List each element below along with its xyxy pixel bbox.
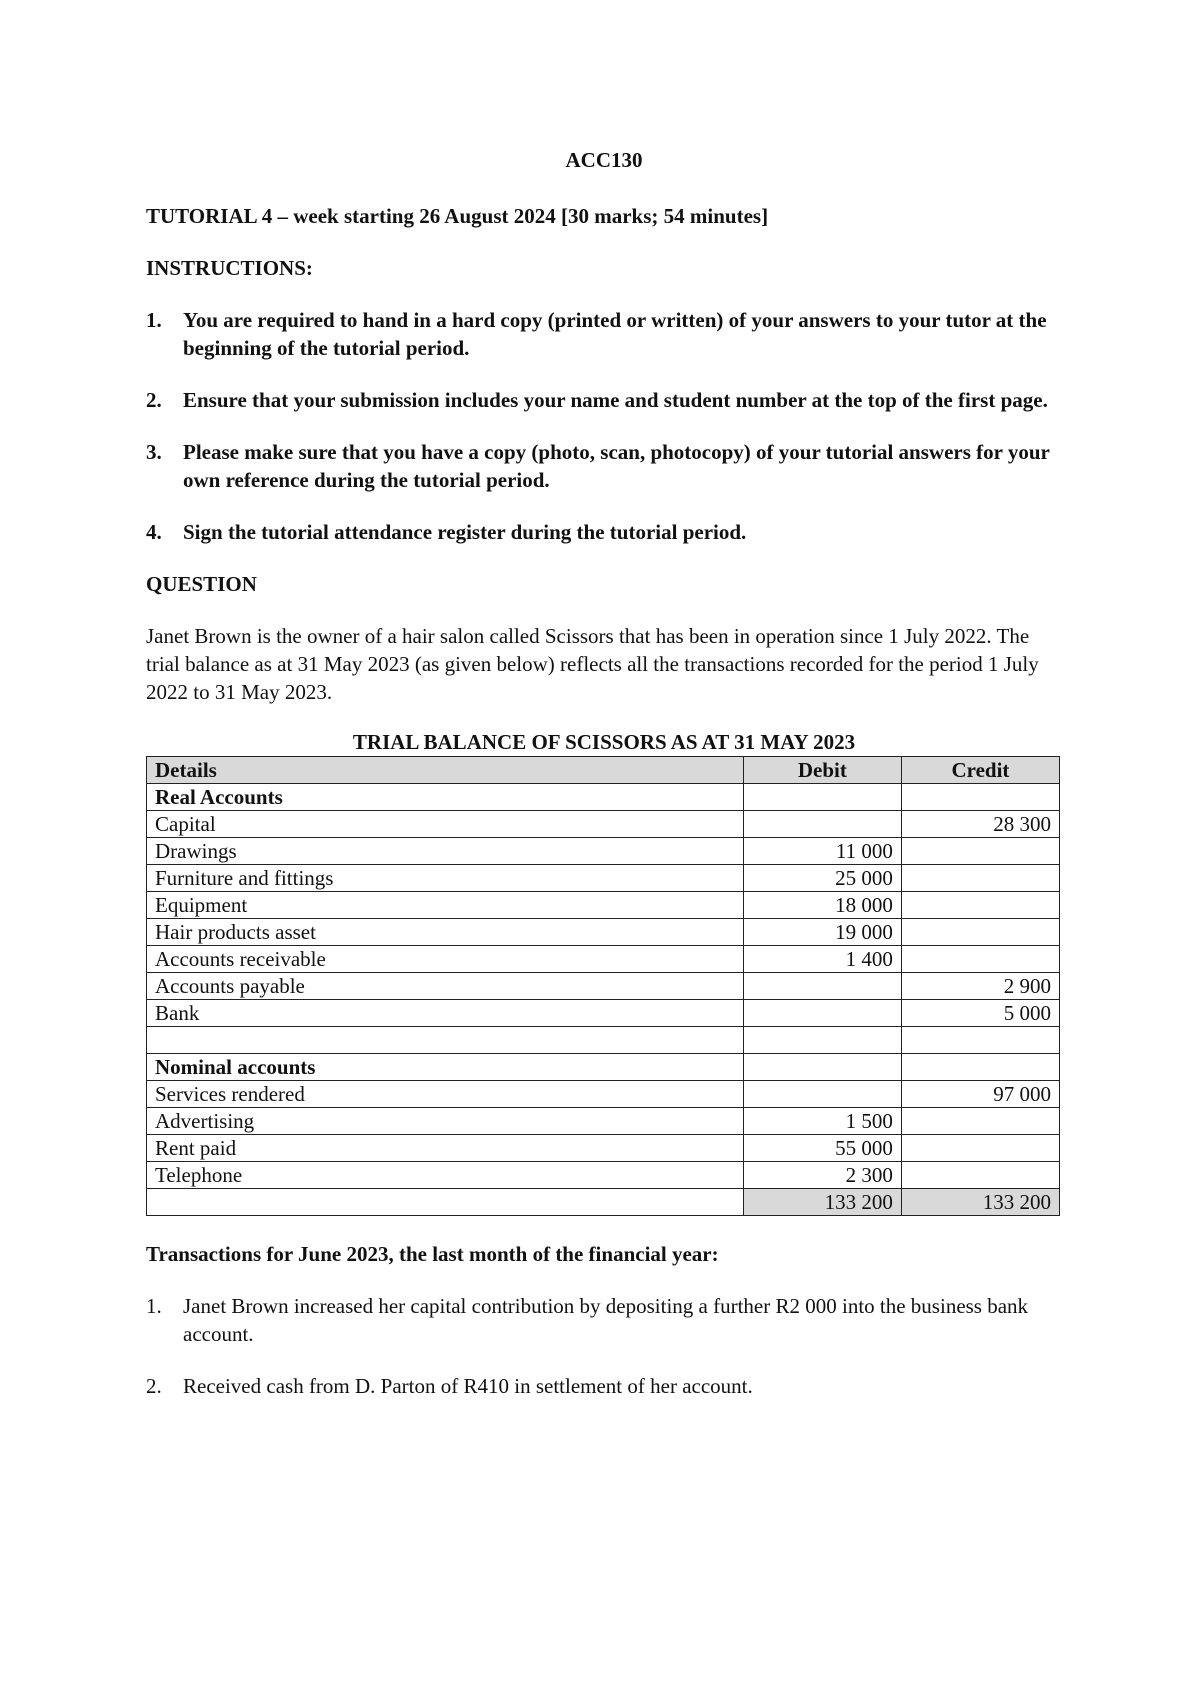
cell-credit bbox=[901, 919, 1059, 946]
cell-credit bbox=[901, 1135, 1059, 1162]
cell-credit bbox=[901, 946, 1059, 973]
cell-debit: 133 200 bbox=[743, 1189, 901, 1216]
cell-debit: 1 500 bbox=[743, 1108, 901, 1135]
instructions-list bbox=[146, 306, 1062, 546]
cell-credit: 5 000 bbox=[901, 1000, 1059, 1027]
cell-credit bbox=[901, 1027, 1059, 1054]
course-code: ACC130 bbox=[565, 148, 643, 172]
question-paragraph: Janet Brown is the owner of a hair salon called Scissors that has been in operation since 1 July 2022. The trial balance as at 31 May 2023 (as given below) reflects all the transactions recorded for the period 1 July 2022 to 31 May 2023. bbox=[146, 624, 1039, 704]
cell-debit: 2 300 bbox=[743, 1162, 901, 1189]
cell-credit: 97 000 bbox=[901, 1081, 1059, 1108]
table-row bbox=[147, 946, 1060, 973]
cell-credit bbox=[901, 865, 1059, 892]
cell-details: Drawings bbox=[147, 838, 744, 865]
cell-debit: 18 000 bbox=[743, 892, 901, 919]
table-row bbox=[147, 865, 1060, 892]
instruction-text: Ensure that your submission includes your name and student number at the top of the first page. bbox=[183, 388, 1048, 412]
transaction-item bbox=[146, 1292, 1062, 1348]
cell-debit: 55 000 bbox=[743, 1135, 901, 1162]
cell-credit: 28 300 bbox=[901, 811, 1059, 838]
cell-credit bbox=[901, 838, 1059, 865]
cell-credit: 133 200 bbox=[901, 1189, 1059, 1216]
trial-balance-title: TRIAL BALANCE OF SCISSORS AS AT 31 MAY 2023 bbox=[352, 730, 856, 754]
cell-debit: 19 000 bbox=[743, 919, 901, 946]
instruction-item bbox=[146, 438, 1062, 494]
header-details: Details bbox=[147, 757, 744, 784]
cell-details: Bank bbox=[147, 1000, 744, 1027]
header-debit: Debit bbox=[743, 757, 901, 784]
instruction-number: 4. bbox=[146, 520, 162, 544]
instruction-number: 1. bbox=[146, 308, 162, 332]
cell-details: Accounts receivable bbox=[147, 946, 744, 973]
trial-balance-body bbox=[147, 784, 1060, 1216]
cell-debit bbox=[743, 973, 901, 1000]
question-heading: QUESTION bbox=[146, 572, 257, 596]
cell-details: Advertising bbox=[147, 1108, 744, 1135]
table-row bbox=[147, 1162, 1060, 1189]
instruction-item bbox=[146, 518, 1062, 546]
cell-details: Services rendered bbox=[147, 1081, 744, 1108]
cell-debit bbox=[743, 811, 901, 838]
blank-row bbox=[147, 1027, 1060, 1054]
cell-debit bbox=[743, 1027, 901, 1054]
instruction-text: Sign the tutorial attendance register during the tutorial period. bbox=[183, 520, 747, 544]
cell-credit bbox=[901, 892, 1059, 919]
total-row bbox=[147, 1189, 1060, 1216]
cell-credit bbox=[901, 1108, 1059, 1135]
table-header-row bbox=[147, 757, 1060, 784]
cell-details: Capital bbox=[147, 811, 744, 838]
cell-debit bbox=[743, 1054, 901, 1081]
transaction-text: Janet Brown increased her capital contribution by depositing a further R2 000 into the business bank account. bbox=[183, 1294, 1029, 1346]
cell-details: Equipment bbox=[147, 892, 744, 919]
cell-debit: 25 000 bbox=[743, 865, 901, 892]
instruction-number: 2. bbox=[146, 388, 162, 412]
table-row bbox=[147, 1135, 1060, 1162]
cell-credit bbox=[901, 1054, 1059, 1081]
instruction-number: 3. bbox=[146, 440, 162, 464]
table-row bbox=[147, 1081, 1060, 1108]
transactions-heading: Transactions for June 2023, the last month of the financial year: bbox=[146, 1242, 719, 1266]
instruction-item bbox=[146, 386, 1062, 414]
transaction-number: 1. bbox=[146, 1294, 162, 1318]
cell-details: Hair products asset bbox=[147, 919, 744, 946]
transactions-list bbox=[146, 1292, 1062, 1400]
table-row bbox=[147, 811, 1060, 838]
instructions-heading: INSTRUCTIONS: bbox=[146, 256, 313, 280]
transaction-number: 2. bbox=[146, 1374, 162, 1398]
cell-details: Nominal accounts bbox=[147, 1054, 744, 1081]
transaction-text: Received cash from D. Parton of R410 in settlement of her account. bbox=[183, 1374, 753, 1398]
cell-details: Furniture and fittings bbox=[147, 865, 744, 892]
section-row bbox=[147, 1054, 1060, 1081]
cell-details bbox=[147, 1027, 744, 1054]
table-row bbox=[147, 1000, 1060, 1027]
cell-credit: 2 900 bbox=[901, 973, 1059, 1000]
cell-credit bbox=[901, 1162, 1059, 1189]
tutorial-heading: TUTORIAL 4 – week starting 26 August 2024 [30 marks; 54 minutes] bbox=[146, 204, 769, 228]
cell-details bbox=[147, 1189, 744, 1216]
cell-details: Real Accounts bbox=[147, 784, 744, 811]
header-credit: Credit bbox=[901, 757, 1059, 784]
cell-debit: 1 400 bbox=[743, 946, 901, 973]
instruction-text: Please make sure that you have a copy (photo, scan, photocopy) of your tutorial answers for your own reference during the tutorial period. bbox=[183, 440, 1050, 492]
cell-debit bbox=[743, 1081, 901, 1108]
table-row bbox=[147, 919, 1060, 946]
table-row bbox=[147, 973, 1060, 1000]
transaction-item bbox=[146, 1372, 1062, 1400]
cell-credit bbox=[901, 784, 1059, 811]
cell-details: Rent paid bbox=[147, 1135, 744, 1162]
cell-debit: 11 000 bbox=[743, 838, 901, 865]
instruction-item bbox=[146, 306, 1062, 362]
cell-details: Telephone bbox=[147, 1162, 744, 1189]
table-row bbox=[147, 838, 1060, 865]
cell-details: Accounts payable bbox=[147, 973, 744, 1000]
instruction-text: You are required to hand in a hard copy (printed or written) of your answers to your tutor at the beginning of the tutorial period. bbox=[183, 308, 1047, 360]
table-row bbox=[147, 1108, 1060, 1135]
cell-debit bbox=[743, 1000, 901, 1027]
trial-balance-table bbox=[146, 756, 1060, 1216]
document-page bbox=[146, 146, 1062, 1424]
cell-debit bbox=[743, 784, 901, 811]
table-row bbox=[147, 892, 1060, 919]
section-row bbox=[147, 784, 1060, 811]
